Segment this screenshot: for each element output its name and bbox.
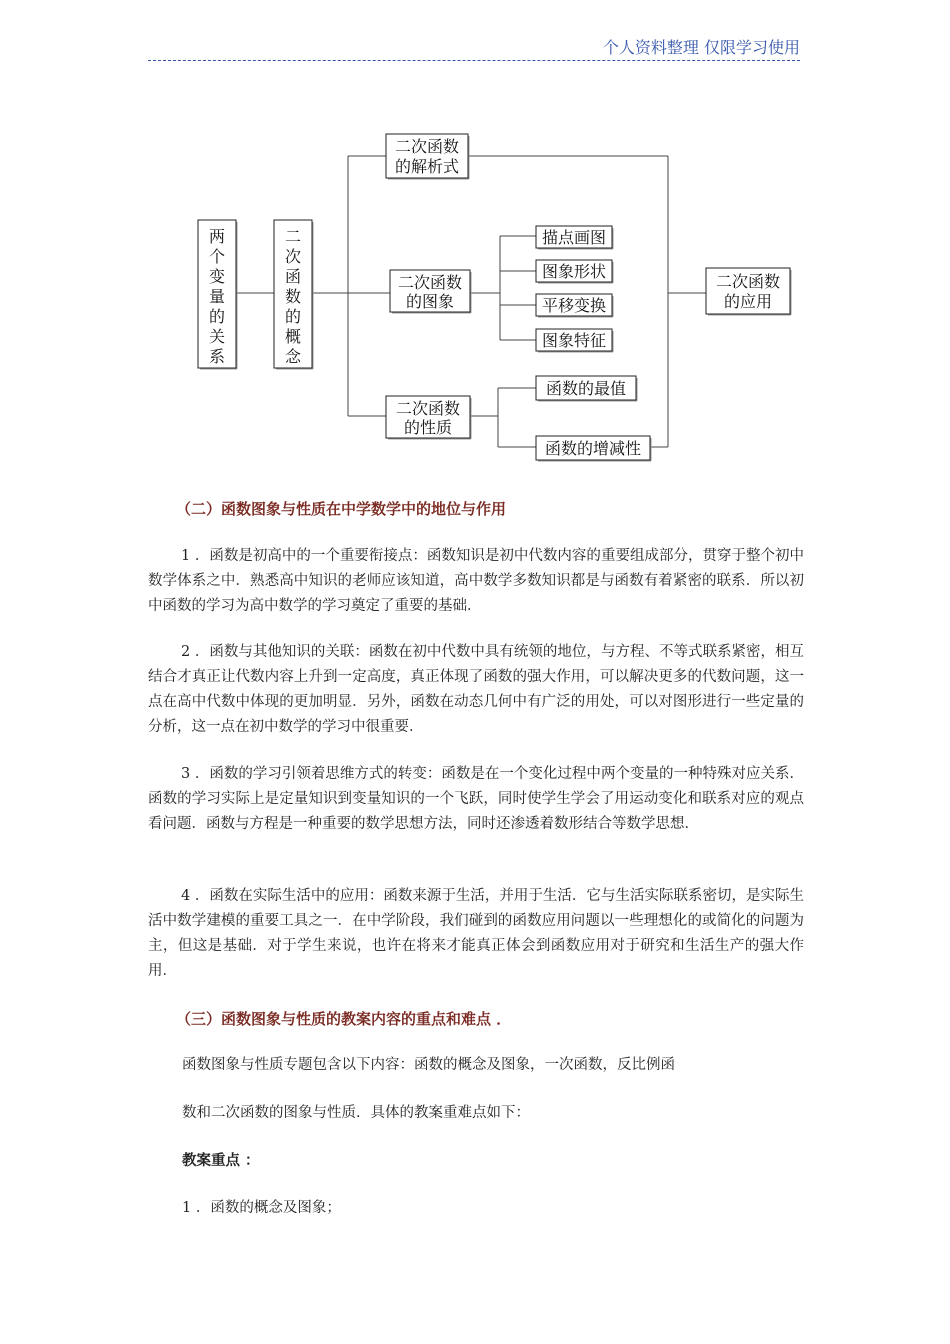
node-application	[706, 268, 791, 315]
section2-paragraph-2: 2 ．函数与其他知识的关联：函数在初中代数中具有统领的地位，与方程、不等式联系紧密，相互结合才真正让代数内容上升到一定高度，真正体现了函数的强大作用，可以解决更多的代数问题，这一点在高中代数中体现的更加明显．另外，函数在动态几何中有广泛的用处，可以对图形进行一些定量的分析，这一点在初中数学的学习中很重要．	[148, 644, 804, 735]
node-extremum	[536, 376, 637, 401]
svg-text:次: 次	[284, 247, 302, 266]
section3-title: （三）函数图象与性质的教案内容的重点和难点 ．	[176, 1010, 512, 1028]
svg-text:图象形状: 图象形状	[541, 262, 607, 281]
node-features	[536, 329, 613, 352]
node-monotonicity	[536, 436, 651, 461]
svg-text:函数的最值: 函数的最值	[545, 379, 627, 398]
section3-intro-line-2: 数和二次函数的图象与性质．具体的教案重难点如下：	[182, 1105, 530, 1121]
svg-text:个: 个	[208, 247, 226, 266]
svg-text:念: 念	[284, 347, 302, 366]
svg-text:二次函数: 二次函数	[715, 272, 781, 291]
svg-text:系: 系	[208, 347, 226, 366]
node-translation	[536, 294, 613, 317]
svg-text:数: 数	[284, 287, 302, 306]
section3-intro-line-1: 函数图象与性质专题包含以下内容：函数的概念及图象，一次函数，反比例函	[182, 1057, 675, 1073]
svg-text:变: 变	[208, 267, 226, 286]
svg-text:两: 两	[208, 227, 226, 246]
svg-text:关: 关	[208, 327, 226, 346]
focus-label: 教案重点 ：	[182, 1153, 260, 1169]
node-shape	[536, 260, 613, 283]
svg-text:量: 量	[208, 287, 226, 306]
node-plotting	[536, 226, 613, 249]
svg-text:概: 概	[284, 327, 302, 346]
node-expression	[386, 134, 469, 179]
node-properties	[386, 396, 471, 439]
svg-text:的: 的	[208, 307, 226, 326]
svg-text:描点画图: 描点画图	[541, 228, 607, 247]
section2-paragraph-4: 4 ．函数在实际生活中的应用：函数来源于生活，并用于生活．它与生活实际联系密切，是实际生活中数学建模的重要工具之一．在中学阶段，我们碰到的函数应用问题以一些理想化的或简化的问题为主，但这是基础．对于学生来说，也许在将来才能真正体会到函数应用对于研究和生活生产的强大作用．	[148, 888, 804, 979]
node-graph	[390, 270, 471, 313]
focus-item-1: 1 ．函数的概念及图象；	[182, 1200, 341, 1216]
section2-title: （二）函数图象与性质在中学数学中的地位与作用	[176, 500, 507, 518]
svg-text:函数的增减性: 函数的增减性	[544, 439, 642, 458]
svg-text:的解析式: 的解析式	[394, 157, 460, 176]
svg-text:平移变换: 平移变换	[541, 296, 607, 315]
section2-paragraph-1: 1 ．函数是初高中的一个重要衔接点：函数知识是初中代数内容的重要组成部分，贯穿于整个初中数学体系之中．熟悉高中知识的老师应该知道，高中数学多数知识都是与函数有着紧密的联系．所以初中函数的学习为高中数学的学习奠定了重要的基础．	[148, 548, 804, 614]
page-header: 个人资料整理 仅限学习使用	[148, 38, 800, 61]
svg-text:二次函数: 二次函数	[397, 273, 463, 292]
svg-text:图象特征: 图象特征	[541, 331, 607, 350]
node-two-variables	[198, 220, 237, 369]
svg-text:的性质: 的性质	[403, 418, 453, 437]
svg-text:的应用: 的应用	[723, 292, 773, 311]
svg-text:二次函数: 二次函数	[395, 399, 461, 418]
concept-map-diagram	[0, 0, 950, 500]
svg-text:的图象: 的图象	[405, 292, 455, 311]
section2-paragraph-3: 3 ．函数的学习引领着思维方式的转变：函数是在一个变化过程中两个变量的一种特殊对应关系．函数的学习实际上是定量知识到变量知识的一个飞跃，同时使学生学会了用运动变化和联系对应的观点看问题．函数与方程是一种重要的数学思想方法，同时还渗透着数形结合等数学思想．	[148, 766, 804, 832]
node-quadratic-concept	[274, 220, 313, 369]
svg-text:二次函数: 二次函数	[394, 137, 460, 156]
svg-text:的: 的	[284, 307, 302, 326]
svg-text:二: 二	[284, 227, 302, 246]
svg-text:函: 函	[284, 267, 302, 286]
